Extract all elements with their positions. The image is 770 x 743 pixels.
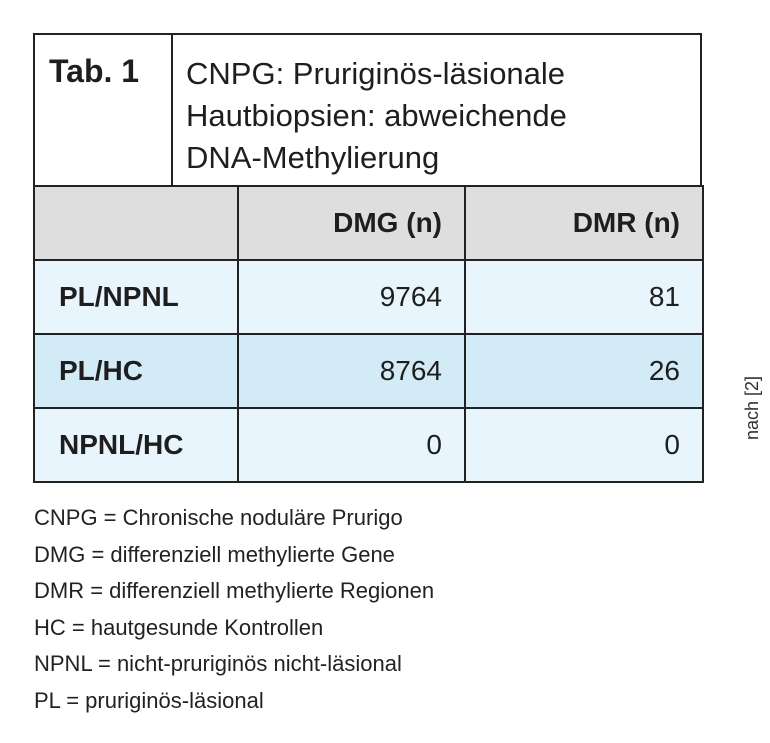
table-row	[34, 260, 703, 334]
dmr-value: 81	[465, 260, 703, 334]
table-row	[34, 408, 703, 482]
legend-item: DMR = differenziell methylierte Regionen	[34, 578, 435, 603]
column-header-dmg: DMG (n)	[238, 186, 465, 260]
table-title-line: Hautbiopsien: abweichende	[186, 98, 567, 133]
dmg-value: 9764	[238, 260, 465, 334]
table-row	[34, 334, 703, 408]
dmg-value: 0	[238, 408, 465, 482]
legend-item: CNPG = Chronische noduläre Prurigo	[34, 505, 403, 530]
table-title	[186, 53, 686, 179]
table-header-row	[34, 186, 703, 260]
table-number: Tab. 1	[35, 35, 173, 185]
row-label: NPNL/HC	[34, 408, 238, 482]
column-header-dmr: DMR (n)	[465, 186, 703, 260]
dmr-value: 26	[465, 334, 703, 408]
data-table-figure	[33, 33, 702, 481]
table-title-line: DNA-Methylierung	[186, 140, 440, 175]
dmr-value: 0	[465, 408, 703, 482]
row-label: PL/HC	[34, 334, 238, 408]
legend-item: DMG = differenziell methylierte Gene	[34, 541, 395, 567]
abbreviation-legend	[34, 500, 434, 719]
row-label: PL/NPNL	[34, 260, 238, 334]
table-title-line: CNPG: Pruriginös-läsionale	[186, 56, 566, 91]
column-header-empty	[34, 186, 238, 260]
dmg-value: 8764	[238, 334, 465, 408]
source-note: nach [2]	[742, 375, 762, 440]
legend-item: HC = hautgesunde Kontrollen	[34, 614, 324, 640]
legend-item: PL = pruriginös-läsional	[34, 687, 264, 713]
methylation-table	[33, 185, 704, 483]
legend-item: NPNL = nicht-pruriginös nicht-läsional	[34, 651, 402, 676]
table-title-row	[33, 33, 702, 187]
